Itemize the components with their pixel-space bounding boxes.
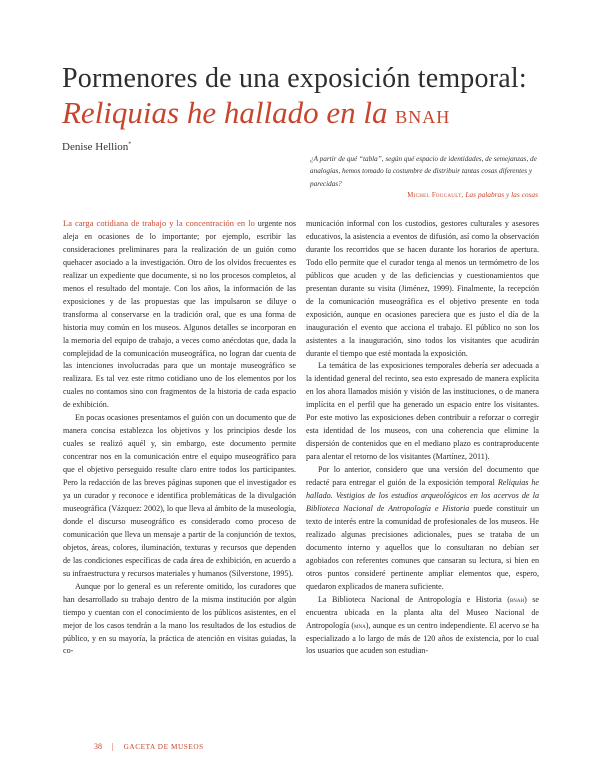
right-p3-a: Por lo anterior, considero que una versión del documento que redacté para entregar el guión de la exposición temporal (306, 465, 539, 488)
right-p3-b: puede constituir un texto de interés entre la comunidad de profesionales de los museos. He realizado algunas precisiones adicionales, pues se trataba de un documento interno y aquellos que lo consultaran no debían ser agobiados con referentes comunes que cansaran su lectura, si bien en otros puntos consideré pertinente ampliar elementos que, espero, quedaron explicados de manera suficiente. (306, 503, 540, 591)
left-paragraph-1 (63, 218, 296, 412)
right-paragraph-3 (306, 464, 539, 594)
footer-separator: | (112, 742, 114, 751)
author-footnote-mark: * (128, 141, 132, 148)
right-p4-c: ), aunque es un centro independiente. El acervo se ha especializado a lo largo de más de 120 años de existencia, por lo cual los usuarios que acuden son estudian- (306, 620, 539, 656)
article-title-line1: Pormenores de una exposición temporal: (62, 63, 527, 94)
right-paragraph-2: La temática de las exposiciones temporales debería ser adecuada a la identidad general del recinto, sea esto expresado de manera explícita en los ahora llamados misión y visión de las instituciones, o de manera implícita en el perfil que ha generado un espacio entre los visitantes. Por este motivo las exposiciones deben contribuir a reforzar o corregir esta identidad de los museos, con una coherencia que elimine la dispersión de contenidos que en el mediano plazo es contraproducente para alentar el retorno de los visitantes (Martínez, 2011). (306, 361, 539, 462)
page-number: 38 (94, 742, 102, 751)
article-title-main: Reliquias he hallado en la (62, 95, 396, 130)
left-column (63, 218, 296, 658)
left-paragraph-2: En pocas ocasiones presentamos el guión con un documento que de manera concisa establezca los objetivos y los principios desde los cuales se realizó aquél y, sin embargo, este documento permite concentrar nos en la comunicación entre el equipo museográfico para que el objetivo perseguido resulte claro entre todos los participantes. Pero la redacción de las breves páginas suponen que el investigador es ya un curador y reconoce e identifica problemáticas de la divulgación museográfica (Vázquez: 2002), lo que lleva al ámbito de la museología, donde el discurso museográfico es considerado como proceso de comunicación que lleva un mensaje a partir de la conjunción de textos, objetos, áreas, colores, iluminación, texturas y recursos que dependen de las condiciones específicas de cada área de exhibición, en acuerdo a su infraestructura y recursos materiales y humanos (Silverstone, 1995). (63, 413, 296, 578)
epigraph-source (407, 190, 538, 199)
page-footer (94, 742, 204, 751)
epigraph-work: Las palabras y las cosas (465, 190, 538, 199)
article-title-acronym: BNAH (395, 107, 451, 127)
article-title-line2 (62, 94, 562, 136)
author-label: Denise Hellion (62, 141, 129, 153)
left-paragraph-3: Aunque por lo general es un referente omitido, los curadores que han desarrollado su trabajo dentro de la misma institución por algún tiempo y cuentan con el conocimiento de los públicos asistentes, en el mejor de los casos tendrán a la mano los resultados de los estudios de público, y en su mayoría, la práctica de atención en visitas guiadas, la co- (63, 581, 296, 656)
epigraph-author: Michel Foucault, (407, 192, 464, 199)
right-paragraph-1: municación informal con los custodios, gestores culturales y asesores educativos, la asistencia a eventos de difusión, así como la observación durante los recorridos que se hacen durante los horarios de apertura. Todo ello permite que el curador tenga al menos un termómetro de los públicos que acuden y de las deficiencias y cuestionamientos que presentan durante su visita (Jiménez, 1999). Finalmente, la recepción de la comunicación museográfica es el objetivo presente en toda exposición, aunque en ocasiones pareciera que es justo el día de la inauguración el evento que acciona el trabajo. El público no son los asistentes a la inauguración, sino todos los visitantes que acudirán durante el tiempo que esté montada la exposición. (306, 219, 539, 358)
left-p1-text: urgente nos aleja en ocasiones de lo importante; por ejemplo, escribir las consideraciones preliminares para la realización de un guión como quehacer asociado a la investigación. Otro de los olvidos frecuentes es realizar un expediente que documente, si no los procesos completos, al menos el resultado del montaje. Con los años, la información de las exposiciones y de las propuestas que las impulsaron se diluye o transforma al conservarse en la tradición oral, que es una forma de historia muy común en los museos. Algunos detalles se incorporan en la memoria del equipo de trabajo, a veces como anécdotas que, dada la complejidad de la comunicación museográfica, no logran dar cuenta de las intenciones involucradas para que un montaje museográfico se realizara. Es tal vez este ritmo cotidiano uno de los elementos por los cuales no contamos sino con fragmentos de la historia de cada espacio de exhibición. (63, 219, 297, 410)
right-p4-acronym-1: bnah (509, 595, 525, 604)
right-p4-a: La Biblioteca Nacional de Antropología e Historia ( (318, 594, 510, 604)
right-p4-b: ) se encuentra ubicada en la planta alta del Museo Nacional de Antropología ( (306, 594, 539, 630)
right-column (306, 218, 539, 658)
lead-in-text: La carga cotidiana de trabajo y la concentración en lo (63, 219, 255, 228)
author-name (62, 141, 131, 153)
magazine-name: GACETA DE MUSEOS (123, 743, 204, 751)
right-p4-acronym-2: mna (354, 621, 366, 630)
right-p3-title: Reliquias he hallado. Vestigios de los estudios arqueológicos en los acervos de la Biblioteca Nacional de Antropología e Historia (306, 478, 539, 513)
epigraph-quote: ¿A partir de qué “tabla”, según qué espacio de identidades, de semejanzas, de analogías, hemos tomado la costumbre de distribuir tantas cosas diferentes y parecidas? (310, 155, 537, 188)
right-paragraph-4 (306, 594, 539, 659)
